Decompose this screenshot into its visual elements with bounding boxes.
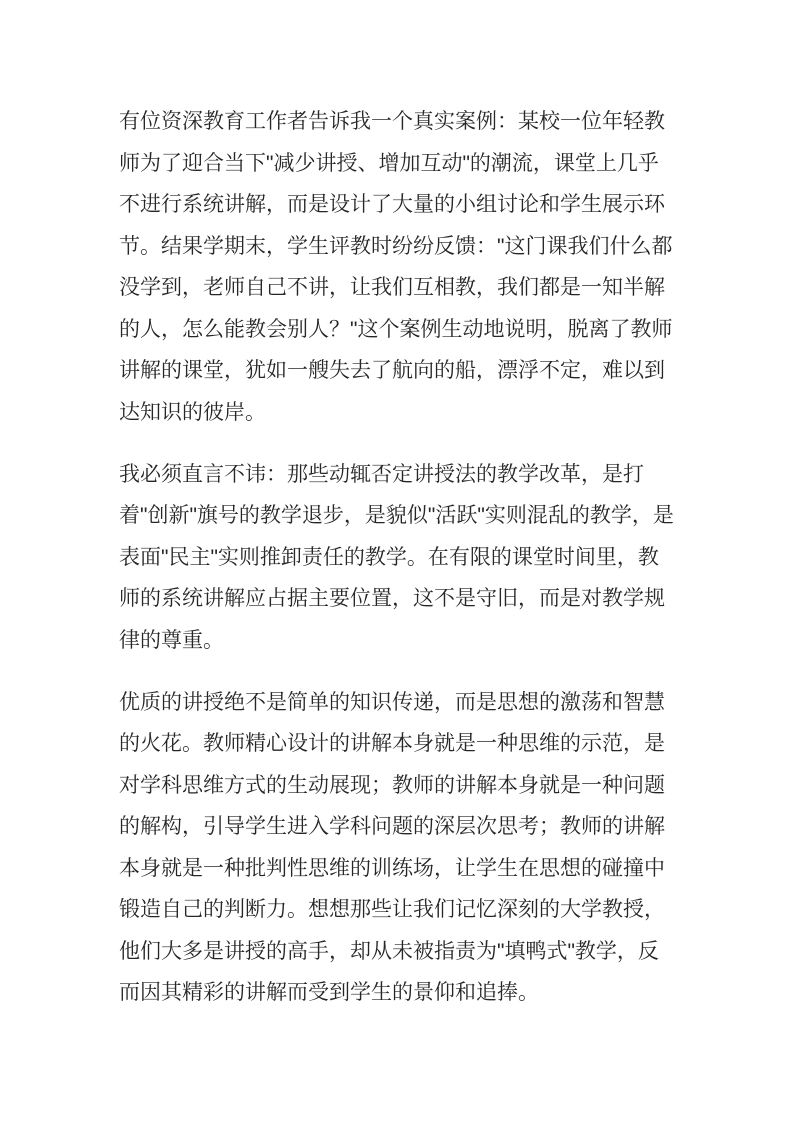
paragraph-case-example: 有位资深教育工作者告诉我一个真实案例：某校一位年轻教师为了迎合当下"减少讲授、增加互动"的潮流，课堂上几乎不进行系统讲解，而是设计了大量的小组讨论和学生展示环节。结果学期末，学生评教时纷纷反馈："这门课我们什么都没学到，老师自己不讲，让我们互相教，我们都是一知半解的人，怎么能教会别人？"这个案例生动地说明，脱离了教师讲解的课堂，犹如一艘失去了航向的船，漂浮不定，难以到达知识的彼岸。 <box>119 110 673 424</box>
paragraph-critique: 我必须直言不讳：那些动辄否定讲授法的教学改革，是打着"创新"旗号的教学退步，是貌似"活跃"实则混乱的教学，是表面"民主"实则推卸责任的教学。在有限的课堂时间里，教师的系统讲解应占据主要位置，这不是守旧，而是对教学规律的尊重。 <box>119 462 674 652</box>
paragraph-quality-lecturing: 优质的讲授绝不是简单的知识传递，而是思想的激荡和智慧的火花。教师精心设计的讲解本身就是一种思维的示范，是对学科思维方式的生动展现；教师的讲解本身就是一种问题的解构，引导学生进入学科问题的深层次思考；教师的讲解本身就是一种批判性思维的训练场，让学生在思想的碰撞中锻造自己的判断力。想想那些让我们记忆深刻的大学教授，他们大多是讲授的高手，却从未被指责为"填鸭式"教学，反而因其精彩的讲解而受到学生的景仰和追捧。 <box>119 690 665 1004</box>
